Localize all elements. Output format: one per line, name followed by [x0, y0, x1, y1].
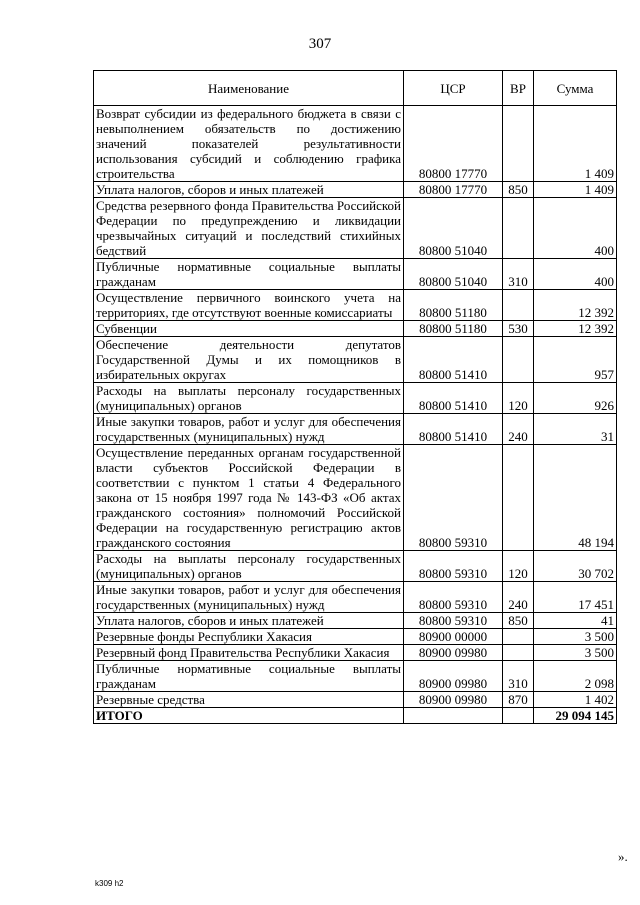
row-name: Субвенции	[94, 321, 404, 337]
row-csr: 80800 59310	[404, 445, 503, 551]
row-name: Осуществление первичного воинского учета на территориях, где отсутствуют военные комиссариаты	[94, 290, 404, 321]
row-csr: 80900 09980	[404, 692, 503, 708]
row-sum: 2 098	[534, 661, 617, 692]
table-body	[94, 106, 617, 724]
row-sum: 400	[534, 198, 617, 259]
header-name: Наименование	[94, 71, 404, 106]
table-row	[94, 259, 617, 290]
row-csr: 80900 09980	[404, 661, 503, 692]
header-vr: ВР	[503, 71, 534, 106]
row-sum: 3 500	[534, 645, 617, 661]
row-name: Резервный фонд Правительства Республики Хакасия	[94, 645, 404, 661]
row-name: Уплата налогов, сборов и иных платежей	[94, 182, 404, 198]
row-sum: 957	[534, 337, 617, 383]
row-csr: 80800 51180	[404, 290, 503, 321]
footer-code: k309 h2	[95, 879, 124, 888]
table-row	[94, 337, 617, 383]
table-row	[94, 551, 617, 582]
row-sum: 31	[534, 414, 617, 445]
row-csr: 80800 51410	[404, 414, 503, 445]
row-csr: 80800 51040	[404, 259, 503, 290]
table-row	[94, 613, 617, 629]
row-vr	[503, 629, 534, 645]
header-sum: Сумма	[534, 71, 617, 106]
row-csr: 80800 59310	[404, 551, 503, 582]
row-name: Резервные фонды Республики Хакасия	[94, 629, 404, 645]
table-row	[94, 182, 617, 198]
row-csr: 80800 51040	[404, 198, 503, 259]
row-vr: 240	[503, 582, 534, 613]
row-vr: 120	[503, 551, 534, 582]
row-sum: 17 451	[534, 582, 617, 613]
row-vr: 850	[503, 613, 534, 629]
row-vr: 240	[503, 414, 534, 445]
row-vr	[503, 106, 534, 182]
row-sum: 3 500	[534, 629, 617, 645]
table-row	[94, 198, 617, 259]
table-row	[94, 290, 617, 321]
row-vr: 310	[503, 661, 534, 692]
row-sum: 1 409	[534, 106, 617, 182]
row-name: Резервные средства	[94, 692, 404, 708]
table-row	[94, 383, 617, 414]
row-vr: 850	[503, 182, 534, 198]
row-sum: 12 392	[534, 290, 617, 321]
row-sum: 12 392	[534, 321, 617, 337]
page-number: 307	[308, 36, 332, 52]
row-vr	[503, 290, 534, 321]
row-vr	[503, 445, 534, 551]
row-name: Расходы на выплаты персоналу государственных (муниципальных) органов	[94, 551, 404, 582]
table-row	[94, 106, 617, 182]
row-csr: 80800 59310	[404, 613, 503, 629]
row-vr: 530	[503, 321, 534, 337]
row-sum: 48 194	[534, 445, 617, 551]
table-row	[94, 692, 617, 708]
row-csr: 80800 17770	[404, 182, 503, 198]
row-sum: 30 702	[534, 551, 617, 582]
row-name: Расходы на выплаты персоналу государственных (муниципальных) органов	[94, 383, 404, 414]
row-sum: 926	[534, 383, 617, 414]
closing-quote: ».	[618, 849, 628, 864]
row-sum: 41	[534, 613, 617, 629]
table-row	[94, 414, 617, 445]
total-vr-empty	[503, 708, 534, 724]
row-name: Средства резервного фонда Правительства Российской Федерации по предупреждению и ликвидации чрезвычайных ситуаций и последствий стихийных бедствий	[94, 198, 404, 259]
row-name: Иные закупки товаров, работ и услуг для обеспечения государственных (муниципальных) нужд	[94, 414, 404, 445]
budget-table	[93, 70, 617, 724]
table-row	[94, 661, 617, 692]
total-row	[94, 708, 617, 724]
total-label: ИТОГО	[94, 708, 404, 724]
row-name: Обеспечение деятельности депутатов Государственной Думы и их помощников в избирательных округах	[94, 337, 404, 383]
total-csr-empty	[404, 708, 503, 724]
table-row	[94, 582, 617, 613]
row-name: Публичные нормативные социальные выплаты гражданам	[94, 661, 404, 692]
row-sum: 1 402	[534, 692, 617, 708]
row-name: Иные закупки товаров, работ и услуг для обеспечения государственных (муниципальных) нужд	[94, 582, 404, 613]
row-name: Публичные нормативные социальные выплаты гражданам	[94, 259, 404, 290]
row-name: Осуществление переданных органам государственной власти субъектов Российской Федерации в соответствии с пунктом 1 статьи 4 Федерального закона от 15 ноября 1997 года № 143-ФЗ «Об актах гражданского состояния» полномочий Российской Федерации на государственную регистрацию актов гражданского состояния	[94, 445, 404, 551]
table-header-row	[94, 71, 617, 106]
table-row	[94, 321, 617, 337]
row-csr: 80800 51410	[404, 383, 503, 414]
total-sum: 29 094 145	[534, 708, 617, 724]
row-csr: 80800 51180	[404, 321, 503, 337]
row-vr: 310	[503, 259, 534, 290]
row-csr: 80900 09980	[404, 645, 503, 661]
row-vr	[503, 198, 534, 259]
row-csr: 80800 59310	[404, 582, 503, 613]
header-csr: ЦСР	[404, 71, 503, 106]
row-csr: 80800 51410	[404, 337, 503, 383]
row-csr: 80800 17770	[404, 106, 503, 182]
row-csr: 80900 00000	[404, 629, 503, 645]
table-row	[94, 645, 617, 661]
row-sum: 400	[534, 259, 617, 290]
row-vr	[503, 337, 534, 383]
table-row	[94, 445, 617, 551]
row-vr	[503, 645, 534, 661]
row-vr: 120	[503, 383, 534, 414]
table-row	[94, 629, 617, 645]
row-name: Уплата налогов, сборов и иных платежей	[94, 613, 404, 629]
row-name: Возврат субсидии из федерального бюджета в связи с невыполнением обязательств по достижению значений показателей результативности использования субсидий и соблюдению графика строительства	[94, 106, 404, 182]
row-vr: 870	[503, 692, 534, 708]
row-sum: 1 409	[534, 182, 617, 198]
